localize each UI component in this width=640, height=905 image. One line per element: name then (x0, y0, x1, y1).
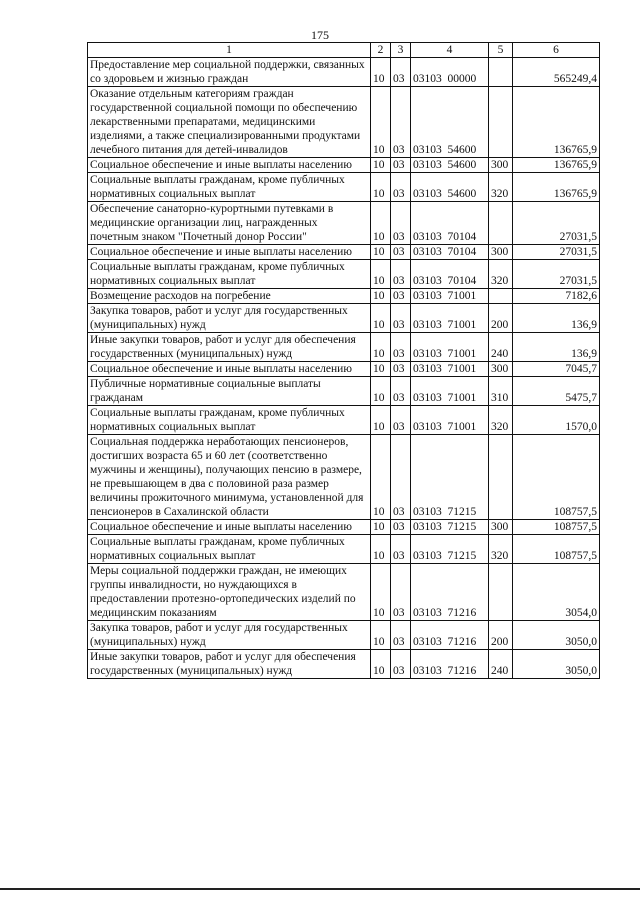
table-row (88, 520, 600, 535)
row-name: Социальная поддержка неработающих пенсионеров, достигших возраста 65 и 60 лет (соответственно мужчины и женщины), получающих пенсию в размере, не превышающем в два с половиной раза размер величины прожиточного минимума, установленной для пенсионеров в Сахалинской области (88, 435, 371, 520)
table-row (88, 564, 600, 621)
row-name: Социальные выплаты гражданам, кроме публичных нормативных социальных выплат (88, 535, 371, 564)
budget-table (87, 42, 600, 679)
col-header-name: 1 (88, 43, 371, 58)
table-row (88, 173, 600, 202)
row-target-article: 03103 00000 (411, 58, 489, 87)
row-subsection: 03 (391, 304, 411, 333)
row-section: 10 (371, 564, 391, 621)
row-subsection: 03 (391, 535, 411, 564)
row-amount: 7045,7 (513, 362, 600, 377)
row-target-article: 03103 71001 (411, 304, 489, 333)
row-expense-type: 300 (489, 245, 513, 260)
row-target-article: 03103 54600 (411, 173, 489, 202)
row-target-article: 03103 71001 (411, 289, 489, 304)
row-section: 10 (371, 406, 391, 435)
row-subsection: 03 (391, 621, 411, 650)
row-expense-type: 240 (489, 650, 513, 679)
row-name: Социальные выплаты гражданам, кроме публичных нормативных социальных выплат (88, 406, 371, 435)
row-subsection: 03 (391, 87, 411, 158)
table-row (88, 260, 600, 289)
row-expense-type (489, 87, 513, 158)
col-header-section: 2 (371, 43, 391, 58)
table-row (88, 58, 600, 87)
row-section: 10 (371, 520, 391, 535)
row-subsection: 03 (391, 260, 411, 289)
row-target-article: 03103 71001 (411, 377, 489, 406)
table-row (88, 362, 600, 377)
row-subsection: 03 (391, 406, 411, 435)
row-subsection: 03 (391, 58, 411, 87)
table-row (88, 289, 600, 304)
row-section: 10 (371, 202, 391, 245)
row-amount: 136,9 (513, 333, 600, 362)
bottom-rule (0, 888, 640, 890)
row-expense-type: 200 (489, 621, 513, 650)
table-row (88, 158, 600, 173)
row-amount: 3050,0 (513, 650, 600, 679)
row-amount: 5475,7 (513, 377, 600, 406)
row-subsection: 03 (391, 362, 411, 377)
row-subsection: 03 (391, 289, 411, 304)
row-amount: 3054,0 (513, 564, 600, 621)
row-subsection: 03 (391, 173, 411, 202)
row-name: Меры социальной поддержки граждан, не имеющих группы инвалидности, но нуждающихся в предоставлении протезно-ортопедических изделий по медицинским показаниям (88, 564, 371, 621)
row-expense-type: 300 (489, 362, 513, 377)
row-subsection: 03 (391, 377, 411, 406)
table-row (88, 435, 600, 520)
row-expense-type: 320 (489, 406, 513, 435)
page-number: 175 (311, 28, 329, 42)
row-subsection: 03 (391, 158, 411, 173)
row-name: Социальное обеспечение и иные выплаты населению (88, 520, 371, 535)
row-target-article: 03103 71216 (411, 621, 489, 650)
table-row (88, 304, 600, 333)
table-row (88, 87, 600, 158)
row-target-article: 03103 71216 (411, 650, 489, 679)
row-name: Обеспечение санаторно-курортными путевками в медицинские организации лиц, награжденных почетным знаком "Почетный донор России" (88, 202, 371, 245)
row-section: 10 (371, 377, 391, 406)
row-amount: 3050,0 (513, 621, 600, 650)
row-amount: 27031,5 (513, 245, 600, 260)
row-section: 10 (371, 173, 391, 202)
row-name: Закупка товаров, работ и услуг для государственных (муниципальных) нужд (88, 304, 371, 333)
row-subsection: 03 (391, 245, 411, 260)
row-target-article: 03103 71001 (411, 406, 489, 435)
row-target-article: 03103 70104 (411, 260, 489, 289)
row-section: 10 (371, 304, 391, 333)
table-row (88, 377, 600, 406)
row-target-article: 03103 71215 (411, 435, 489, 520)
row-target-article: 03103 71216 (411, 564, 489, 621)
row-subsection: 03 (391, 435, 411, 520)
row-expense-type: 240 (489, 333, 513, 362)
row-name: Иные закупки товаров, работ и услуг для обеспечения государственных (муниципальных) нужд (88, 650, 371, 679)
row-target-article: 03103 70104 (411, 202, 489, 245)
row-target-article: 03103 54600 (411, 158, 489, 173)
table-row (88, 202, 600, 245)
table-row (88, 535, 600, 564)
row-expense-type (489, 289, 513, 304)
row-expense-type (489, 202, 513, 245)
row-amount: 27031,5 (513, 260, 600, 289)
row-expense-type: 320 (489, 173, 513, 202)
row-subsection: 03 (391, 564, 411, 621)
row-amount: 108757,5 (513, 435, 600, 520)
table-body (88, 58, 600, 679)
table-row (88, 621, 600, 650)
row-amount: 136765,9 (513, 87, 600, 158)
table-row (88, 333, 600, 362)
row-section: 10 (371, 260, 391, 289)
row-amount: 1570,0 (513, 406, 600, 435)
row-amount: 136,9 (513, 304, 600, 333)
row-subsection: 03 (391, 333, 411, 362)
row-expense-type: 310 (489, 377, 513, 406)
row-name: Социальное обеспечение и иные выплаты населению (88, 245, 371, 260)
row-section: 10 (371, 87, 391, 158)
row-amount: 27031,5 (513, 202, 600, 245)
row-section: 10 (371, 650, 391, 679)
row-target-article: 03103 71001 (411, 333, 489, 362)
row-expense-type: 300 (489, 520, 513, 535)
row-target-article: 03103 71215 (411, 520, 489, 535)
row-name: Социальные выплаты гражданам, кроме публичных нормативных социальных выплат (88, 173, 371, 202)
row-amount: 136765,9 (513, 173, 600, 202)
row-section: 10 (371, 289, 391, 304)
row-name: Публичные нормативные социальные выплаты гражданам (88, 377, 371, 406)
row-section: 10 (371, 158, 391, 173)
col-header-expense-type: 5 (489, 43, 513, 58)
row-name: Социальные выплаты гражданам, кроме публичных нормативных социальных выплат (88, 260, 371, 289)
table-row (88, 245, 600, 260)
row-name: Социальное обеспечение и иные выплаты населению (88, 158, 371, 173)
row-expense-type: 200 (489, 304, 513, 333)
row-expense-type: 320 (489, 535, 513, 564)
row-section: 10 (371, 621, 391, 650)
row-section: 10 (371, 245, 391, 260)
row-target-article: 03103 71001 (411, 362, 489, 377)
row-amount: 108757,5 (513, 520, 600, 535)
row-section: 10 (371, 362, 391, 377)
row-amount: 136765,9 (513, 158, 600, 173)
col-header-subsection: 3 (391, 43, 411, 58)
col-header-amount: 6 (513, 43, 600, 58)
header-row (88, 43, 600, 58)
row-expense-type: 300 (489, 158, 513, 173)
row-target-article: 03103 71215 (411, 535, 489, 564)
row-section: 10 (371, 535, 391, 564)
row-amount: 565249,4 (513, 58, 600, 87)
row-subsection: 03 (391, 202, 411, 245)
row-target-article: 03103 70104 (411, 245, 489, 260)
row-amount: 7182,6 (513, 289, 600, 304)
row-expense-type (489, 58, 513, 87)
row-name: Иные закупки товаров, работ и услуг для обеспечения государственных (муниципальных) нужд (88, 333, 371, 362)
row-expense-type: 320 (489, 260, 513, 289)
row-name: Предоставление мер социальной поддержки, связанных со здоровьем и жизнью граждан (88, 58, 371, 87)
row-name: Оказание отдельным категориям граждан государственной социальной помощи по обеспечению лекарственными препаратами, медицинскими изделиями, а также специализированными продуктами лечебного питания для детей-инвалидов (88, 87, 371, 158)
table-row (88, 406, 600, 435)
row-expense-type (489, 564, 513, 621)
row-name: Закупка товаров, работ и услуг для государственных (муниципальных) нужд (88, 621, 371, 650)
col-header-target-article: 4 (411, 43, 489, 58)
row-amount: 108757,5 (513, 535, 600, 564)
row-subsection: 03 (391, 520, 411, 535)
row-target-article: 03103 54600 (411, 87, 489, 158)
row-name: Возмещение расходов на погребение (88, 289, 371, 304)
row-subsection: 03 (391, 650, 411, 679)
row-section: 10 (371, 333, 391, 362)
row-section: 10 (371, 435, 391, 520)
row-name: Социальное обеспечение и иные выплаты населению (88, 362, 371, 377)
row-section: 10 (371, 58, 391, 87)
table-row (88, 650, 600, 679)
row-expense-type (489, 435, 513, 520)
